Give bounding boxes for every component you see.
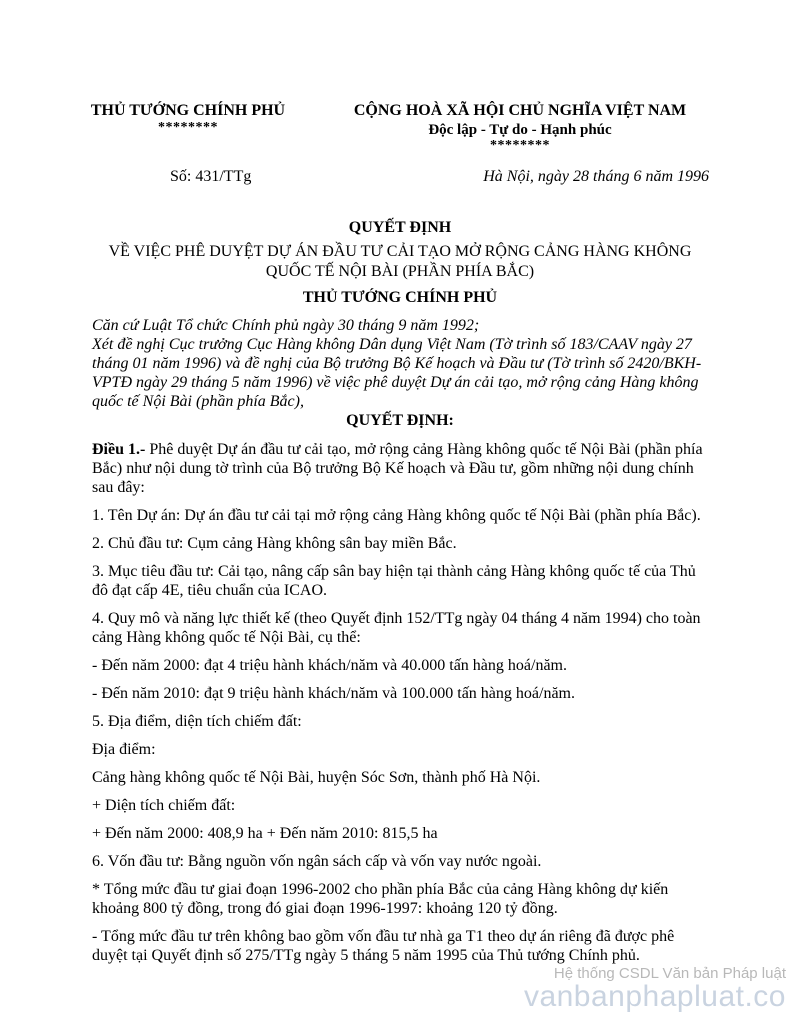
document-number: Số: 431/TTg (170, 168, 252, 185)
item-objective: 3. Mục tiêu đầu tư: Cải tạo, nâng cấp sân bay hiện tại thành cảng Hàng không quốc tế của Thủ đô đạt cấp 4E, tiêu chuẩn của ICAO. (92, 563, 696, 599)
item-location-value: Cảng hàng không quốc tế Nội Bài, huyện Sóc Sơn, thành phố Hà Nội. (92, 769, 541, 786)
preamble-legal-basis: Căn cứ Luật Tổ chức Chính phủ ngày 30 tháng 9 năm 1992; (92, 317, 480, 334)
item-scale-2000: - Đến năm 2000: đạt 4 triệu hành khách/năm và 40.000 tấn hàng hoá/năm. (92, 657, 567, 674)
national-motto: Độc lập - Tự do - Hạnh phúc (428, 122, 612, 138)
issuer-heading: THỦ TƯỚNG CHÍNH PHỦ (302, 289, 498, 306)
article-1-text: Phê duyệt Dự án đầu tư cải tạo, mở rộng cảng Hàng không quốc tế Nội Bài (phần phía Bắc) như nội dung tờ trình của Bộ trưởng Bộ Kế hoạch và Đầu tư, gồm những nội dung chính sau đây: (92, 441, 703, 496)
national-title: CỘNG HOÀ XÃ HỘI CHỦ NGHĨA VIỆT NAM (353, 102, 687, 119)
item-project-name: 1. Tên Dự án: Dự án đầu tư cải tại mở rộng cảng Hàng không quốc tế Nội Bài (phần phía Bắc). (92, 507, 701, 524)
item-capital: 6. Vốn đầu tư: Bằng nguồn vốn ngân sách cấp và vốn vay nước ngoài. (92, 853, 542, 870)
item-location-area: 5. Địa điểm, diện tích chiếm đất: (92, 713, 302, 730)
item-scale-2010: - Đến năm 2010: đạt 9 triệu hành khách/năm và 100.000 tấn hàng hoá/năm. (92, 685, 575, 702)
article-1-label: Điều 1.- (92, 441, 146, 458)
issuing-authority: THỦ TƯỚNG CHÍNH PHỦ (90, 102, 286, 119)
right-stars-divider: ******** (490, 138, 550, 153)
item-area-label: + Diện tích chiếm đất: (92, 797, 236, 814)
document-date: Hà Nội, ngày 28 tháng 6 năm 1996 (483, 168, 709, 185)
item-area-values: + Đến năm 2000: 408,9 ha + Đến năm 2010: 815,5 ha (92, 825, 438, 842)
item-location-label: Địa điểm: (92, 741, 156, 758)
decides-heading: QUYẾT ĐỊNH: (346, 412, 454, 429)
preamble-consideration: Xét đề nghị Cục trưởng Cục Hàng không Dân dụng Việt Nam (Tờ trình số 183/CAAV ngày 27 tháng 01 năm 1996) và đề nghị của Bộ trưởng Bộ Kế hoạch và Đầu tư (Tờ trình số 2420/BKH-VPTĐ ngày 29 tháng 5 năm 1996) về việc phê duyệt Dự án cải tạo, mở rộng cảng Hàng không quốc tế Nội Bài (phần phía Bắc), (92, 336, 702, 410)
decision-subject: VỀ VIỆC PHÊ DUYỆT DỰ ÁN ĐẦU TƯ CẢI TẠO MỞ RỘNG CẢNG HÀNG KHÔNG QUỐC TẾ NỘI BÀI (PHẦN PHÍA BẮC) (108, 243, 692, 280)
item-investment-note: - Tổng mức đầu tư trên không bao gồm vốn đầu tư nhà ga T1 theo dự án riêng đã được phê duyệt tại Quyết định số 275/TTg ngày 5 tháng 5 năm 1995 của Thủ tướng Chính phủ. (92, 928, 675, 964)
national-title-block (340, 101, 700, 153)
issuing-authority-block (88, 101, 288, 135)
article-1 (92, 440, 712, 497)
item-scale: 4. Quy mô và năng lực thiết kế (theo Quyết định 152/TTg ngày 04 tháng 4 năm 1994) cho toàn cảng Hàng không quốc tế Nội Bài, cụ thể: (92, 610, 701, 646)
watermark-site: vanbanphapluat.co (523, 980, 786, 1013)
watermark-caption: Hệ thống CSDL Văn bản Pháp luật (553, 965, 786, 982)
item-total-investment: * Tổng mức đầu tư giai đoạn 1996-2002 cho phần phía Bắc của cảng Hàng không dự kiến khoảng 800 tỷ đồng, trong đó giai đoạn 1996-1997: khoảng 120 tỷ đồng. (92, 881, 669, 917)
left-stars-divider: ******** (158, 120, 218, 135)
decision-heading: QUYẾT ĐỊNH (348, 219, 452, 236)
item-investor: 2. Chủ đầu tư: Cụm cảng Hàng không sân bay miền Bắc. (92, 535, 457, 552)
decision-body (92, 440, 712, 974)
preamble (92, 316, 712, 411)
